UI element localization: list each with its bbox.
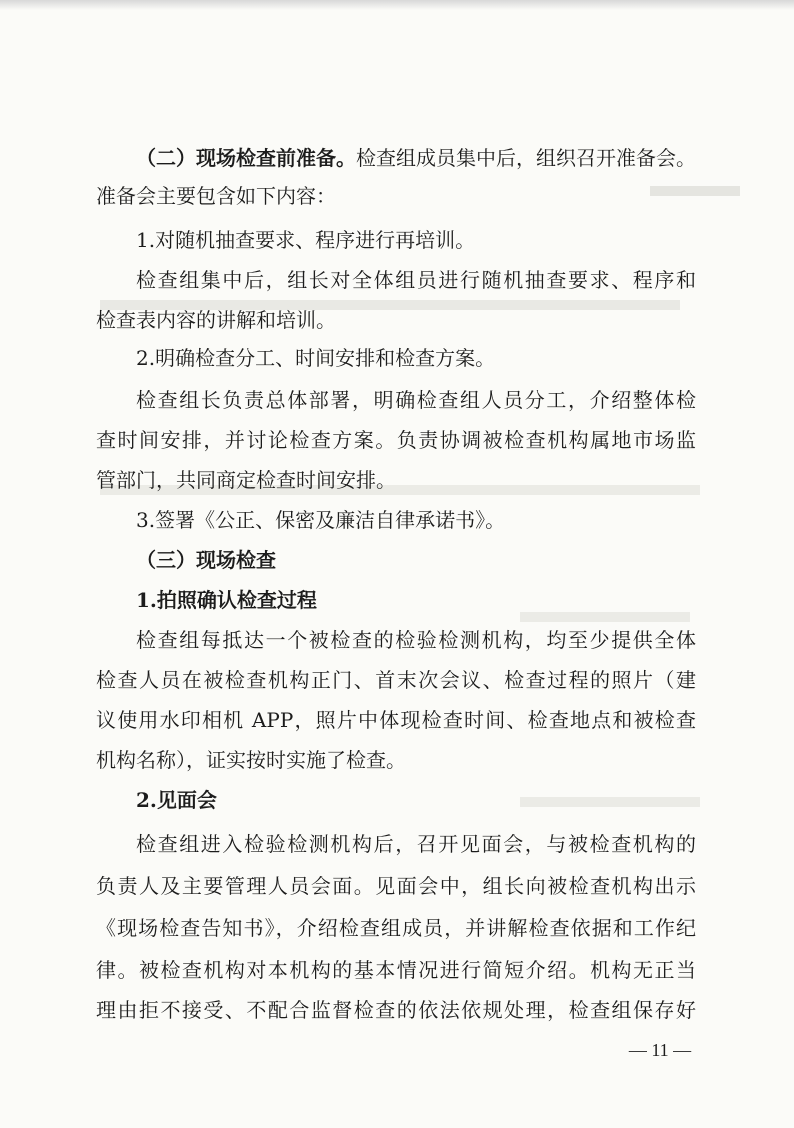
section2-intro: 检查组成员集中后，组织召开准备会。 — [356, 146, 696, 170]
page-number: — 11 — — [628, 1040, 692, 1060]
section3-heading: （三）现场检查 — [136, 548, 276, 572]
sub1-body-line4: 机构名称），证实按时实施了检查。 — [96, 748, 406, 772]
sub2-title: 2.见面会 — [136, 788, 217, 812]
item1-title: 1.对随机抽查要求、程序进行再培训。 — [136, 228, 476, 252]
item3-title: 3.签署《公正、保密及廉洁自律承诺书》。 — [136, 508, 506, 532]
item2-body-line1: 检查组长负责总体部署，明确检查组人员分工，介绍整体检 — [136, 388, 696, 412]
section2-heading-line — [96, 144, 696, 172]
sub1-title: 1.拍照确认检查过程 — [136, 588, 317, 612]
sub2-body-line4: 律。被检查机构对本机构的基本情况进行简短介绍。机构无正当 — [96, 958, 696, 982]
sub2-body-line1: 检查组进入检验检测机构后，召开见面会，与被检查机构的 — [136, 832, 696, 856]
section2-heading: （二）现场检查前准备。 — [136, 146, 356, 170]
item1-body-line2: 检查表内容的讲解和培训。 — [96, 308, 336, 332]
sub1-body-line1: 检查组每抵达一个被检查的检验检测机构，均至少提供全体 — [136, 628, 696, 652]
item2-body-line2: 查时间安排，并讨论检查方案。负责协调被检查机构属地市场监 — [96, 428, 696, 452]
sub2-body-line2: 负责人及主要管理人员会面。见面会中，组长向被检查机构出示 — [96, 874, 696, 898]
sub2-body-line5: 理由拒不接受、不配合监督检查的依法依规处理，检查组保存好 — [96, 998, 696, 1022]
item1-body-line1: 检查组集中后，组长对全体组员进行随机抽查要求、程序和 — [136, 268, 696, 292]
item2-title: 2.明确检查分工、时间安排和检查方案。 — [136, 346, 496, 370]
sub1-body-line3: 议使用水印相机 APP，照片中体现检查时间、检查地点和被检查 — [96, 708, 696, 732]
section2-intro-line2: 准备会主要包含如下内容： — [96, 184, 336, 208]
sub2-body-line3: 《现场检查告知书》，介绍检查组成员，并讲解检查依据和工作纪 — [96, 916, 696, 940]
sub1-body-line2: 检查人员在被检查机构正门、首末次会议、检查过程的照片（建 — [96, 668, 696, 692]
item2-body-line3: 管部门，共同商定检查时间安排。 — [96, 468, 396, 492]
page-top-shadow — [0, 0, 794, 10]
